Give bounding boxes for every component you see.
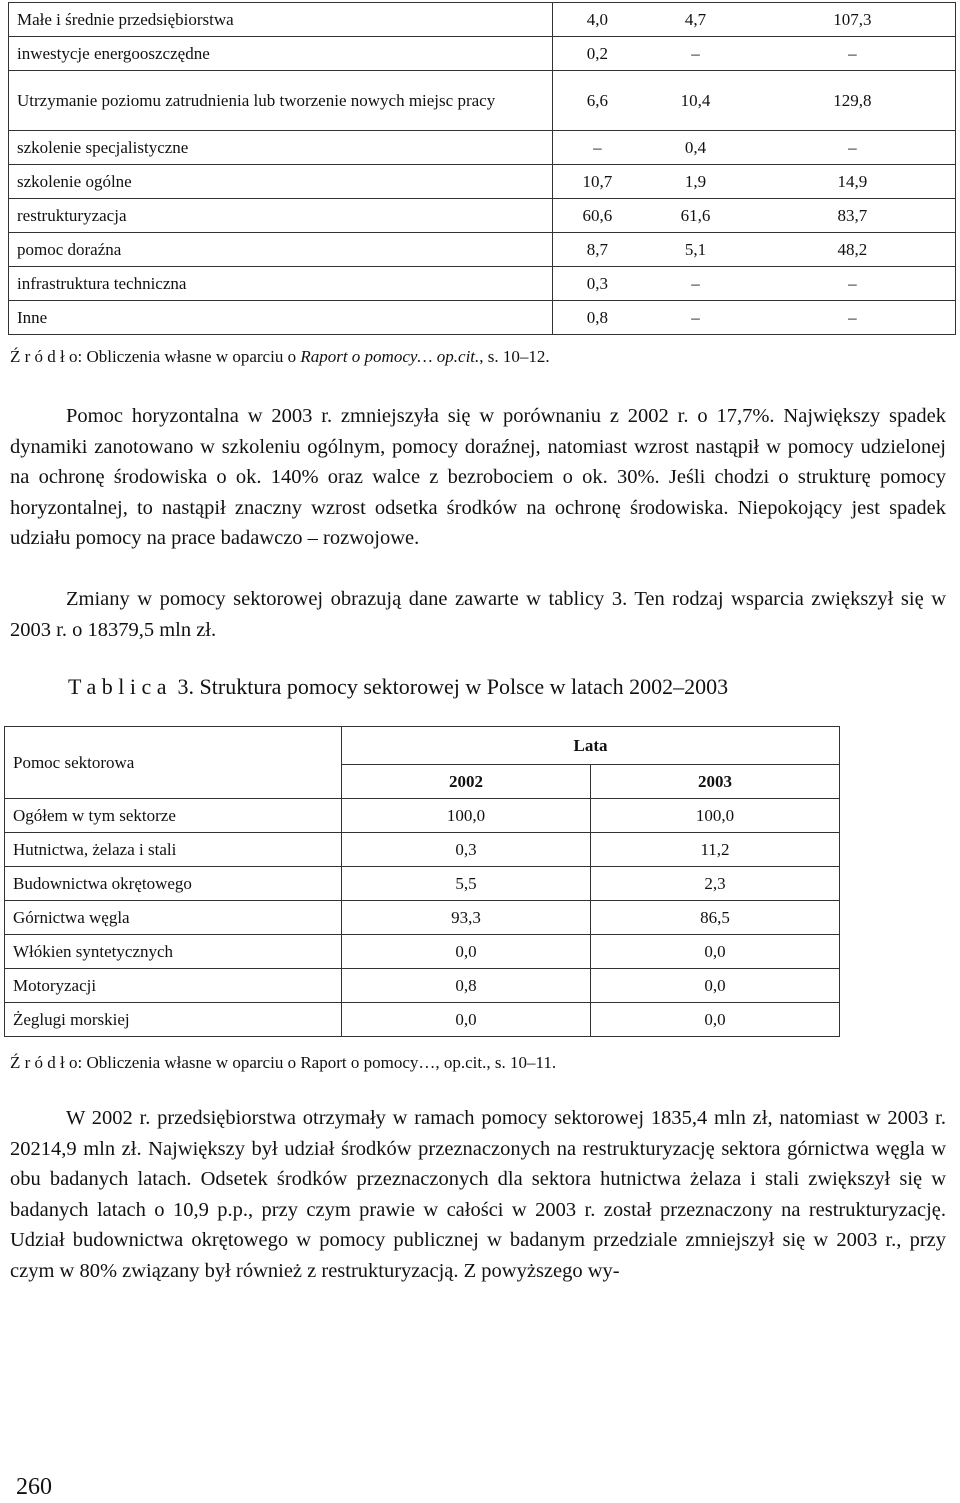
value-cell: – — [750, 131, 956, 165]
row-label: Inne — [9, 301, 553, 335]
paragraph-sector-aid-intro — [10, 584, 946, 645]
row-label: Budownictwa okrętowego — [5, 867, 342, 901]
table-row — [9, 165, 956, 199]
paragraph-sector-aid-analysis — [10, 1103, 946, 1286]
value-cell: 129,8 — [750, 71, 956, 131]
table-row — [5, 799, 840, 833]
header-year-2003: 2003 — [591, 765, 840, 799]
value-cell: 0,0 — [342, 935, 591, 969]
value-cell: – — [641, 267, 749, 301]
value-cell: 2,3 — [591, 867, 840, 901]
value-cell: 100,0 — [342, 799, 591, 833]
value-cell: 14,9 — [750, 165, 956, 199]
table-row — [9, 37, 956, 71]
row-label: Żeglugi morskiej — [5, 1003, 342, 1037]
value-cell: 5,5 — [342, 867, 591, 901]
value-cell: 61,6 — [641, 199, 749, 233]
row-label: Małe i średnie przedsiębiorstwa — [9, 3, 553, 37]
paragraph-horizontal-aid — [10, 401, 946, 554]
row-label: Utrzymanie poziomu zatrudnienia lub tworzenie nowych miejsc pracy — [9, 71, 553, 131]
value-cell: – — [641, 301, 749, 335]
value-cell: 10,4 — [641, 71, 749, 131]
sector-aid-table — [4, 726, 840, 1037]
value-cell: 4,0 — [553, 3, 641, 37]
value-cell: 4,7 — [641, 3, 749, 37]
value-cell: – — [750, 301, 956, 335]
value-cell: 83,7 — [750, 199, 956, 233]
value-cell: 8,7 — [553, 233, 641, 267]
table-row — [9, 3, 956, 37]
value-cell: 10,7 — [553, 165, 641, 199]
value-cell: 107,3 — [750, 3, 956, 37]
table-header-row — [5, 727, 840, 765]
row-label: inwestycje energooszczędne — [9, 37, 553, 71]
value-cell: 0,0 — [342, 1003, 591, 1037]
value-cell: – — [750, 267, 956, 301]
table-row — [5, 1003, 840, 1037]
row-label: infrastruktura techniczna — [9, 267, 553, 301]
value-cell: 11,2 — [591, 833, 840, 867]
table-row — [9, 199, 956, 233]
value-cell: 6,6 — [553, 71, 641, 131]
table-row — [9, 233, 956, 267]
value-cell: 93,3 — [342, 901, 591, 935]
horizontal-aid-table — [8, 2, 956, 335]
value-cell: 0,8 — [342, 969, 591, 1003]
source-suffix: , s. 10–12. — [479, 347, 550, 366]
value-cell: – — [641, 37, 749, 71]
table-row — [5, 833, 840, 867]
table3-title: T a b l i c a 3. Struktura pomocy sektorowej w Polsce w latach 2002–2003 — [68, 674, 729, 699]
source-title: Raport o pomocy… op.cit. — [300, 347, 480, 366]
table-row — [5, 969, 840, 1003]
table3-source-note: Ź r ó d ł o: Obliczenia własne w oparciu o Raport o pomocy…, op.cit., s. 10–11. — [10, 1053, 557, 1072]
row-label: szkolenie ogólne — [9, 165, 553, 199]
table1-source-note — [10, 347, 550, 367]
row-label: Ogółem w tym sektorze — [5, 799, 342, 833]
row-label: Motoryzacji — [5, 969, 342, 1003]
table-row — [9, 301, 956, 335]
row-label: Włókien syntetycznych — [5, 935, 342, 969]
value-cell: 0,8 — [553, 301, 641, 335]
page-number: 260 — [16, 1474, 52, 1500]
row-label: Górnictwa węgla — [5, 901, 342, 935]
header-years-group: Lata — [342, 727, 840, 765]
table-row — [9, 131, 956, 165]
paragraph-text: Pomoc horyzontalna w 2003 r. zmniejszyła się w porównaniu z 2002 r. o 17,7%. Największy spadek dynamiki zanotowano w szkoleniu ogólnym, pomocy doraźnej, natomiast wzrost nastąpił w pomocy udzielonej na ochronę środowiska o ok. 140% oraz walce z bezrobociem o ok. 30%. Jeśli chodzi o strukturę pomocy horyzontalnej, to nastąpił znaczny wzrost odsetka środków na ochronę środowiska. Niepokojący jest spadek udziału pomocy na prace badawczo – rozwojowe. — [10, 405, 946, 549]
value-cell: 0,0 — [591, 1003, 840, 1037]
row-label: pomoc doraźna — [9, 233, 553, 267]
header-sector: Pomoc sektorowa — [5, 727, 342, 799]
paragraph-text: W 2002 r. przedsiębiorstwa otrzymały w ramach pomocy sektorowej 1835,4 mln zł, natomiast w 2003 r. 20214,9 mln zł. Największy był udział środków przeznaczonych na restrukturyzację sektora górnictwa węgla w obu badanych latach. Odsetek środków przeznaczonych dla sektora hutnictwa żelaza i stali zwiększył się w badanych latach o 10,9 p.p., przy czym prawie w całości w 2003 r. został przeznaczony na restrukturyzację. Udział budownictwa okrętowego w pomocy publicznej w badanym przedziale zmniejszył się w 2003 r., przy czym w 80% związany był również z restrukturyzacją. Z powyższego wy- — [10, 1107, 946, 1282]
value-cell: 0,4 — [641, 131, 749, 165]
value-cell: – — [750, 37, 956, 71]
row-label: Hutnictwa, żelaza i stali — [5, 833, 342, 867]
value-cell: 0,0 — [591, 969, 840, 1003]
table-row — [5, 935, 840, 969]
table-row — [5, 867, 840, 901]
value-cell: 48,2 — [750, 233, 956, 267]
row-label: szkolenie specjalistyczne — [9, 131, 553, 165]
value-cell: 1,9 — [641, 165, 749, 199]
value-cell: 0,0 — [591, 935, 840, 969]
row-label: restrukturyzacja — [9, 199, 553, 233]
value-cell: 0,2 — [553, 37, 641, 71]
table-row — [5, 901, 840, 935]
paragraph-text: Zmiany w pomocy sektorowej obrazują dane zawarte w tablicy 3. Ten rodzaj wsparcia zwiększył się w 2003 r. o 18379,5 mln zł. — [10, 588, 946, 641]
header-year-2002: 2002 — [342, 765, 591, 799]
value-cell: – — [553, 131, 641, 165]
table-row — [9, 71, 956, 131]
value-cell: 86,5 — [591, 901, 840, 935]
value-cell: 100,0 — [591, 799, 840, 833]
table-row — [9, 267, 956, 301]
value-cell: 60,6 — [553, 199, 641, 233]
source-prefix: Ź r ó d ł o: Obliczenia własne w oparciu o — [10, 347, 301, 366]
value-cell: 0,3 — [553, 267, 641, 301]
value-cell: 5,1 — [641, 233, 749, 267]
value-cell: 0,3 — [342, 833, 591, 867]
